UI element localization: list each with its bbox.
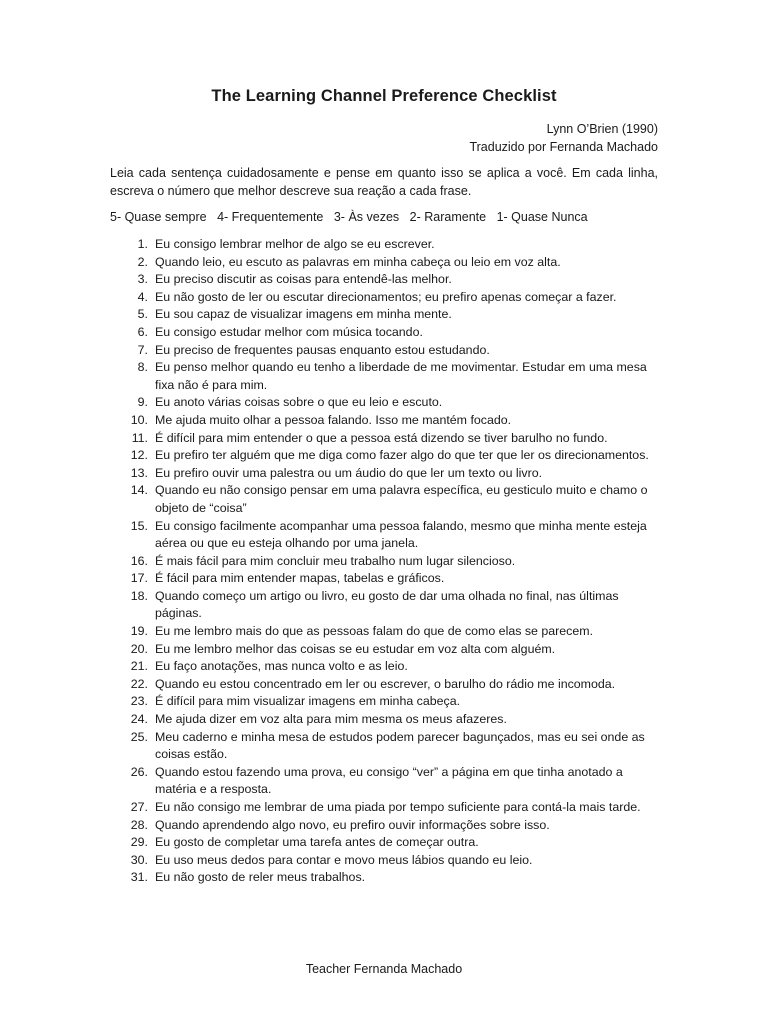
item-text: Eu sou capaz de visualizar imagens em minha mente.: [155, 307, 452, 322]
author-line: Lynn O’Brien (1990): [546, 122, 658, 136]
item-number: 6.: [137, 324, 148, 339]
scale-option: 2- Raramente: [409, 210, 487, 224]
item-number: 29.: [130, 835, 148, 850]
translator-line: Traduzido por Fernanda Machado: [469, 140, 658, 154]
rating-scale: [110, 208, 670, 226]
checklist-item: [110, 324, 660, 342]
item-text: É fácil para mim entender mapas, tabelas e gráficos.: [155, 571, 445, 586]
item-text: Eu gosto de completar uma tarefa antes de começar outra.: [155, 835, 479, 850]
item-number: 7.: [137, 342, 148, 357]
checklist-item: [110, 834, 660, 852]
scale-option: 1- Quase Nunca: [496, 210, 588, 224]
item-text: Eu consigo estudar melhor com música tocando.: [155, 324, 423, 339]
item-text: Me ajuda muito olhar a pessoa falando. Isso me mantém focado.: [155, 412, 512, 427]
checklist-item: [110, 465, 660, 483]
item-number: 16.: [130, 553, 148, 568]
checklist-item: [110, 623, 660, 641]
item-text: Eu faço anotações, mas nunca volto e as leio.: [155, 659, 408, 674]
checklist-item: [110, 799, 660, 817]
item-number: 11.: [131, 430, 148, 445]
checklist-item: [110, 254, 660, 272]
item-number: 20.: [130, 641, 148, 656]
item-text: Eu penso melhor quando eu tenho a liberdade de me movimentar. Estudar em uma mesa fixa não é para mim.: [155, 360, 647, 392]
item-number: 31.: [130, 870, 148, 885]
item-number: 2.: [137, 254, 148, 269]
item-number: 13.: [130, 465, 148, 480]
item-text: Eu uso meus dedos para contar e movo meus lábios quando eu leio.: [155, 852, 533, 867]
item-number: 8.: [137, 360, 148, 375]
checklist-item: [110, 817, 660, 835]
item-text: Quando eu não consigo pensar em uma palavra específica, eu gesticulo muito e chamo o objeto de “coisa”: [155, 483, 648, 515]
item-number: 23.: [130, 694, 148, 709]
item-text: Eu consigo lembrar melhor de algo se eu escrever.: [155, 237, 435, 251]
item-text: Eu não gosto de ler ou escutar direcionamentos; eu prefiro apenas começar a fazer.: [155, 289, 617, 304]
item-number: 12.: [130, 448, 148, 463]
checklist-item: [110, 482, 660, 517]
checklist-item: [110, 430, 660, 448]
checklist-item: [110, 306, 660, 324]
checklist-item: [110, 394, 660, 412]
checklist-item: [110, 359, 660, 394]
checklist: [110, 236, 660, 887]
checklist-item: [110, 641, 660, 659]
item-text: Eu não gosto de reler meus trabalhos.: [155, 870, 366, 885]
checklist-item: [110, 518, 660, 553]
item-text: Eu prefiro ouvir uma palestra ou um áudio do que ler um texto ou livro.: [155, 465, 543, 480]
item-text: É difícil para mim entender o que a pessoa está dizendo se tiver barulho no fundo.: [155, 430, 608, 445]
item-number: 15.: [130, 518, 148, 533]
checklist-item: [110, 553, 660, 571]
item-number: 30.: [130, 852, 148, 867]
item-text: Quando aprendendo algo novo, eu prefiro ouvir informações sobre isso.: [155, 817, 550, 832]
checklist-item: [110, 271, 660, 289]
checklist-item: [110, 676, 660, 694]
item-text: Eu me lembro mais do que as pessoas falam do que de como elas se parecem.: [155, 624, 594, 639]
item-number: 18.: [130, 588, 148, 603]
checklist-item: [110, 570, 660, 588]
item-text: Quando leio, eu escuto as palavras em minha cabeça ou leio em voz alta.: [155, 254, 561, 269]
checklist-item: [110, 658, 660, 676]
checklist-item: [110, 764, 660, 799]
footer-text: Teacher Fernanda Machado: [305, 962, 463, 976]
scale-option: 4- Frequentemente: [217, 210, 324, 224]
item-text: Eu anoto várias coisas sobre o que eu leio e escuto.: [155, 395, 443, 410]
scale-option: 3- Às vezes: [333, 210, 400, 224]
checklist-item: [110, 693, 660, 711]
item-number: 21.: [130, 659, 148, 674]
item-text: Eu consigo facilmente acompanhar uma pessoa falando, mesmo que minha mente esteja aérea ou que eu esteja olhando por uma janela.: [155, 518, 647, 551]
checklist-item: [110, 852, 660, 870]
item-text: Me ajuda dizer em voz alta para mim mesma os meus afazeres.: [155, 712, 507, 727]
scale-option: 5- Quase sempre: [110, 210, 207, 224]
item-text: Quando eu estou concentrado em ler ou escrever, o barulho do rádio me incomoda.: [155, 676, 616, 691]
item-text: Quando estou fazendo uma prova, eu consigo “ver” a página em que tinha anotado a matéria e a resposta.: [155, 764, 623, 797]
checklist-item: [110, 289, 660, 307]
checklist-item: [110, 342, 660, 360]
item-number: 14.: [130, 483, 148, 498]
item-text: Eu preciso discutir as coisas para entendê-las melhor.: [155, 272, 452, 287]
item-number: 10.: [130, 412, 148, 427]
item-text: É mais fácil para mim concluir meu trabalho num lugar silencioso.: [155, 553, 516, 568]
item-text: Eu não consigo me lembrar de uma piada por tempo suficiente para contá-la mais tarde.: [155, 800, 641, 814]
item-text: Meu caderno e minha mesa de estudos podem parecer bagunçados, mas eu sei onde as coisas estão.: [155, 729, 645, 762]
attribution: [469, 120, 658, 156]
checklist-item: [110, 447, 660, 465]
item-number: 9.: [137, 395, 148, 410]
checklist-item: [110, 729, 660, 764]
instructions-paragraph: Leia cada sentença cuidadosamente e pense em quanto isso se aplica a você. Em cada linha, escreva o número que melhor descreve sua reação a cada frase.: [110, 166, 658, 198]
checklist-item: [110, 588, 660, 623]
checklist-item: [110, 711, 660, 729]
item-number: 25.: [130, 729, 148, 744]
item-number: 1.: [137, 237, 148, 251]
item-text: Eu me lembro melhor das coisas se eu estudar em voz alta com alguém.: [155, 641, 556, 656]
checklist-item: [110, 236, 660, 254]
item-number: 28.: [130, 817, 148, 832]
item-number: 3.: [137, 272, 148, 287]
item-number: 4.: [137, 289, 148, 304]
item-text: Eu prefiro ter alguém que me diga como fazer algo do que ter que ler os direcionamentos.: [155, 448, 649, 463]
item-number: 17.: [130, 571, 148, 586]
checklist-item: [110, 869, 660, 887]
item-number: 26.: [130, 764, 148, 779]
checklist-item: [110, 412, 660, 430]
item-text: É difícil para mim visualizar imagens em minha cabeça.: [155, 694, 461, 709]
item-number: 24.: [130, 712, 148, 727]
item-number: 27.: [130, 800, 148, 814]
item-text: Eu preciso de frequentes pausas enquanto estou estudando.: [155, 342, 490, 357]
document-title: The Learning Channel Preference Checklist: [211, 87, 557, 105]
item-number: 19.: [130, 624, 148, 639]
item-number: 22.: [130, 676, 148, 691]
item-text: Quando começo um artigo ou livro, eu gosto de dar uma olhada no final, nas últimas páginas.: [155, 588, 619, 621]
item-number: 5.: [137, 307, 148, 322]
